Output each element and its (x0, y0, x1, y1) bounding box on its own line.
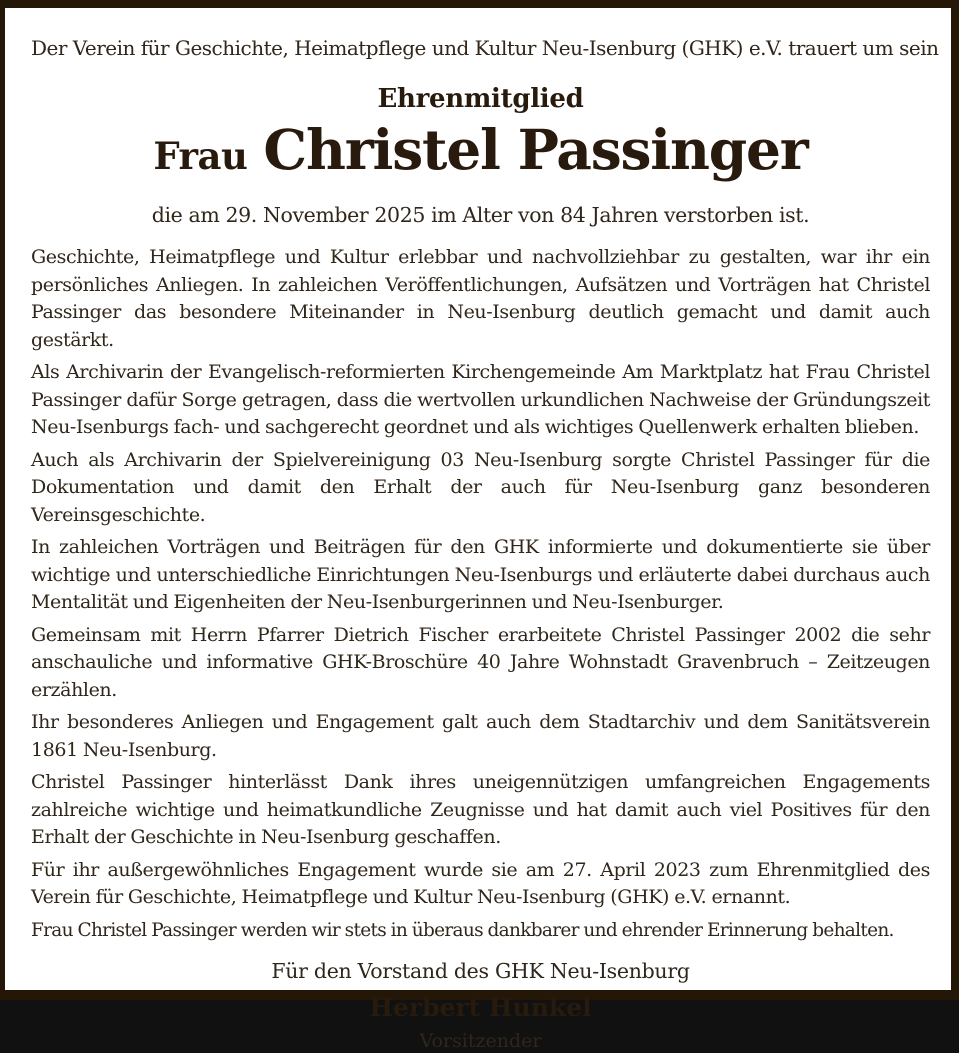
signer-name: Herbert Hunkel (369, 993, 592, 1022)
body-paragraph: Für ihr außergewöhnliches Engagement wurde sie am 27. April 2023 zum Ehrenmitglied des Verein für Geschichte, Heimatpflege und Kultur Neu-Isenburg (GHK) e.V. ernannt. (31, 858, 930, 908)
body-paragraph: Ihr besonderes Anliegen und Engagement galt auch dem Stadtarchiv und dem Sanitätsverein 1861 Neu-Isenburg. (31, 711, 930, 761)
salutation: Frau (153, 134, 248, 178)
remembrance-line: Frau Christel Passinger werden wir stets in überaus dankbarer und ehrender Erinnerung behalten. (31, 919, 894, 941)
body-paragraph: In zahleichen Vorträgen und Beiträgen für den GHK informierte und dokumentierte sie über wichtige und unterschiedliche Einrichtungen Neu-Isenburgs und erläuterte dabei durchaus auch Mentalität und Eigenheiten der Neu-Isenburgerinnen und Neu-Isenburger. (31, 536, 930, 613)
person-name: Christel Passinger (263, 117, 808, 182)
body-paragraph: Christel Passinger hinterlässt Dank ihres uneigennützigen umfangreichen Engagements zahlreiche wichtige und heimatkundliche Zeugnisse und hat damit auch viel Positives für den Erhalt der Geschichte in Neu-Isenburg geschaffen. (31, 771, 930, 848)
intro-line: Der Verein für Geschichte, Heimatpflege und Kultur Neu-Isenburg (GHK) e.V. trauert um sein (31, 36, 939, 60)
body-paragraph: Geschichte, Heimatpflege und Kultur erlebbar und nachvollziehbar zu gestalten, war ihr ein persönliches Anliegen. In zahleichen Veröffentlichungen, Aufsätzen und Vorträgen hat Christel Passinger das besondere Miteinander in Neu-Isenburg deutlich gemacht und damit auch gestärkt. (31, 246, 930, 351)
body-paragraph: Als Archivarin der Evangelisch-reformierten Kirchengemeinde Am Marktplatz hat Frau Christel Passinger dafür Sorge getragen, dass die wertvollen urkundlichen Nachweise der Gründungszeit Neu-Isenburgs fach- und sachgerecht geordnet und als wichtiges Quellenwerk erhalten blieben. (31, 361, 930, 438)
honorific-title: Ehrenmitglied (377, 84, 584, 114)
signer-role: Vorsitzender (419, 1030, 542, 1052)
name-line (31, 117, 930, 191)
body-paragraph: Auch als Archivarin der Spielvereinigung 03 Neu-Isenburg sorgte Christel Passinger für die Dokumentation und damit den Erhalt der auch für Neu-Isenburg ganz besonderen Vereinsgeschichte. (31, 448, 930, 526)
body-paragraph: Gemeinsam mit Herrn Pfarrer Dietrich Fischer erarbeitete Christel Passinger 2002 die sehr anschauliche und informative GHK-Broschüre 40 Jahre Wohnstadt Gravenbruch – Zeitzeugen erzählen. (31, 623, 930, 701)
obituary-body (31, 244, 930, 944)
on-behalf-line: Für den Vorstand des GHK Neu-Isenburg (271, 959, 690, 983)
death-date-line: die am 29. November 2025 im Alter von 84 Jahren verstorben ist. (151, 203, 810, 227)
